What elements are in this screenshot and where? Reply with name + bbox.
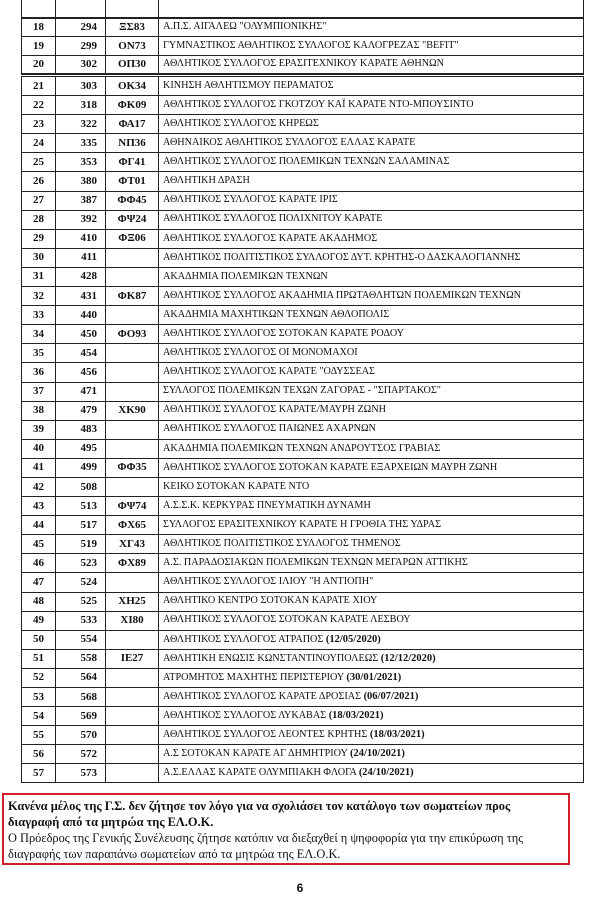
- row-number: 28: [22, 210, 56, 229]
- club-name-cell: [159, 96, 584, 115]
- row-number: 22: [22, 96, 56, 115]
- club-code: [106, 707, 159, 726]
- club-name-cell: [159, 573, 584, 592]
- table-row: [22, 611, 584, 630]
- club-name-cell: [159, 535, 584, 554]
- club-name-cell: [159, 707, 584, 726]
- registry-number: 471: [56, 382, 106, 401]
- table-row: [22, 287, 584, 306]
- club-code: ΙΕ27: [106, 649, 159, 668]
- club-code: [106, 248, 159, 267]
- club-name-cell: [159, 134, 584, 153]
- row-number: 47: [22, 573, 56, 592]
- club-name: ΑΘΗΝΑΙΚΟΣ ΑΘΛΗΤΙΚΟΣ ΣΥΛΛΟΓΟΣ ΕΛΛΑΣ ΚΑΡΑΤΕ: [163, 137, 416, 149]
- empty-cell: [56, 0, 106, 18]
- club-name-cell: [159, 516, 584, 535]
- club-name-cell: [159, 611, 584, 630]
- table-row: [22, 115, 584, 134]
- club-code: ΟΝ73: [106, 37, 159, 55]
- club-name: ΣΥΛΛΟΓΟΣ ΕΡΑΣΙΤΕΧΝΙΚΟΥ ΚΑΡΑΤΕ Η ΓΡΟΘΙΑ ΤΗΣ ΥΔΡΑΣ: [163, 518, 442, 530]
- club-code: [106, 726, 159, 745]
- club-name-cell: [159, 210, 584, 229]
- minutes-note-box: [2, 793, 570, 865]
- registry-number: 569: [56, 707, 106, 726]
- row-number: 45: [22, 535, 56, 554]
- club-name: ΑΘΛΗΤΙΚΟΣ ΣΥΛΛΟΓΟΣ ΚΑΡΑΤΕ ΔΡΟΣΙΑΣ: [163, 690, 364, 702]
- row-number: 56: [22, 745, 56, 764]
- club-code: ΦΑ17: [106, 115, 159, 134]
- table-row: [22, 37, 584, 55]
- table-row: [22, 477, 584, 496]
- registry-number: 479: [56, 401, 106, 420]
- row-number: 44: [22, 516, 56, 535]
- club-name-cell: [159, 688, 584, 707]
- club-name: ΚΙΝΗΣΗ ΑΘΛΗΤΙΣΜΟΥ ΠΕΡΑΜΑΤΟΣ: [163, 79, 334, 91]
- clubs-table-part-1: [21, 18, 584, 74]
- table-row: [22, 267, 584, 286]
- row-number: 52: [22, 668, 56, 687]
- page-number: 6: [296, 881, 304, 895]
- row-number: 57: [22, 764, 56, 783]
- club-code: ΦΨ24: [106, 210, 159, 229]
- club-code: [106, 363, 159, 382]
- club-name-cell: [159, 439, 584, 458]
- club-name: ΑΤΡΟΜΗΤΟΣ ΜΑΧΗΤΗΣ ΠΕΡΙΣΤΕΡΙΟΥ: [163, 671, 347, 683]
- registry-number: 483: [56, 420, 106, 439]
- club-name-cell: [159, 458, 584, 477]
- registry-number: 533: [56, 611, 106, 630]
- registry-number: 299: [56, 37, 106, 55]
- club-code: ΧΙ80: [106, 611, 159, 630]
- table-row: [22, 668, 584, 687]
- club-code: ΦΦ45: [106, 191, 159, 210]
- club-date: (12/05/2020): [325, 633, 381, 645]
- registry-number: 519: [56, 535, 106, 554]
- row-number: 39: [22, 420, 56, 439]
- table-row: [22, 516, 584, 535]
- club-code: ΦΞ06: [106, 229, 159, 248]
- registry-number: 568: [56, 688, 106, 707]
- club-code: [106, 688, 159, 707]
- club-name-cell: [159, 248, 584, 267]
- club-name: ΣΥΛΛΟΓΟΣ ΠΟΛΕΜΙΚΩΝ ΤΕΧΩΝ ΖΑΓΟΡΑΣ - "ΣΠΑΡΤΑΚΟΣ": [163, 385, 441, 397]
- registry-number: 570: [56, 726, 106, 745]
- registry-number: 440: [56, 306, 106, 325]
- club-name-cell: [159, 382, 584, 401]
- club-name-cell: [159, 630, 584, 649]
- club-code: [106, 573, 159, 592]
- club-name-cell: [159, 19, 584, 37]
- club-code: [106, 745, 159, 764]
- registry-number: 517: [56, 516, 106, 535]
- table-row: [22, 153, 584, 172]
- club-name-cell: [159, 420, 584, 439]
- row-number: 50: [22, 630, 56, 649]
- club-code: [106, 477, 159, 496]
- registry-number: 392: [56, 210, 106, 229]
- table-row: [22, 497, 584, 516]
- table-row: [22, 96, 584, 115]
- club-name-cell: [159, 668, 584, 687]
- club-name: ΓΥΜΝΑΣΤΙΚΟΣ ΑΘΛΗΤΙΚΟΣ ΣΥΛΛΟΓΟΣ ΚΑΛΟΓΡΕΖΑΣ "BEFIT": [163, 39, 459, 51]
- club-name: ΑΘΛΗΤΙΚΟ ΚΕΝΤΡΟ ΣΟΤΟΚΑΝ ΚΑΡΑΤΕ ΧΙΟΥ: [163, 595, 378, 607]
- club-name: ΑΘΛΗΤΙΚΟΣ ΣΥΛΛΟΓΟΣ ΑΚΑΔΗΜΙΑ ΠΡΩΤΑΘΛΗΤΩΝ ΠΟΛΕΜΙΚΩΝ ΤΕΧΝΩΝ: [163, 289, 522, 301]
- table-row: [22, 707, 584, 726]
- table-row: [22, 344, 584, 363]
- club-name-cell: [159, 153, 584, 172]
- club-date: (24/10/2021): [358, 767, 414, 779]
- row-number: 20: [22, 55, 56, 73]
- club-name-cell: [159, 592, 584, 611]
- registry-number: 508: [56, 477, 106, 496]
- table-row: [22, 688, 584, 707]
- club-name: ΑΘΛΗΤΙΚΗ ΕΝΩΣΙΣ ΚΩΝΣΤΑΝΤΙΝΟΥΠΟΛΕΩΣ: [163, 652, 381, 664]
- row-number: 49: [22, 611, 56, 630]
- registry-number: 558: [56, 649, 106, 668]
- row-number: 34: [22, 325, 56, 344]
- club-name: Α.Σ.ΕΛΛΑΣ ΚΑΡΑΤΕ ΟΛΥΜΠΙΑΚΗ ΦΛΟΓΑ: [163, 767, 359, 779]
- row-number: 55: [22, 726, 56, 745]
- registry-number: 410: [56, 229, 106, 248]
- club-code: ΝΠ36: [106, 134, 159, 153]
- club-name-cell: [159, 554, 584, 573]
- registry-number: 525: [56, 592, 106, 611]
- registry-number: 318: [56, 96, 106, 115]
- table-row: [22, 630, 584, 649]
- registry-number: 456: [56, 363, 106, 382]
- club-date: (06/07/2021): [363, 690, 419, 702]
- table-row-fragment: [22, 0, 584, 18]
- club-name-cell: [159, 306, 584, 325]
- club-code: ΦΚ87: [106, 287, 159, 306]
- row-number: 53: [22, 688, 56, 707]
- club-code: [106, 764, 159, 783]
- row-number: 23: [22, 115, 56, 134]
- row-number: 21: [22, 76, 56, 96]
- club-name: ΑΘΛΗΤΙΚΟΣ ΣΥΛΛΟΓΟΣ ΕΡΑΣΙΤΕΧΝΙΚΟΥ ΚΑΡΑΤΕ ΑΘΗΝΩΝ: [163, 58, 444, 70]
- registry-number: 322: [56, 115, 106, 134]
- row-number: 31: [22, 267, 56, 286]
- row-number: 33: [22, 306, 56, 325]
- club-code: ΧΓ43: [106, 535, 159, 554]
- club-code: ΦΟ93: [106, 325, 159, 344]
- row-number: 42: [22, 477, 56, 496]
- club-name: ΑΘΛΗΤΙΚΟΣ ΣΥΛΛΟΓΟΣ ΟΙ ΜΟΝΟΜΑΧΟΙ: [163, 347, 358, 359]
- club-code: ΧΗ25: [106, 592, 159, 611]
- club-date: (18/03/2021): [369, 728, 425, 740]
- club-code: [106, 630, 159, 649]
- table-row: [22, 764, 584, 783]
- registry-number: 573: [56, 764, 106, 783]
- club-code: [106, 668, 159, 687]
- registry-number: 335: [56, 134, 106, 153]
- club-name: ΚΕΙΚΟ ΣΟΤΟΚΑΝ ΚΑΡΑΤΕ ΝΤΟ: [163, 480, 310, 492]
- row-number: 37: [22, 382, 56, 401]
- row-number: 36: [22, 363, 56, 382]
- registry-number: 302: [56, 55, 106, 73]
- club-name-cell: [159, 229, 584, 248]
- club-date: (30/01/2021): [346, 671, 402, 683]
- table-row: [22, 76, 584, 96]
- registry-number: 513: [56, 497, 106, 516]
- table-row: [22, 55, 584, 73]
- club-name-cell: [159, 764, 584, 783]
- table-row: [22, 191, 584, 210]
- club-code: ΦΤ01: [106, 172, 159, 191]
- club-name-cell: [159, 497, 584, 516]
- empty-cell: [159, 0, 584, 18]
- registry-number: 450: [56, 325, 106, 344]
- club-code: ΦΓ41: [106, 153, 159, 172]
- registry-number: 353: [56, 153, 106, 172]
- club-code: [106, 306, 159, 325]
- club-date: (18/03/2021): [328, 709, 384, 721]
- club-code: ΧΚ90: [106, 401, 159, 420]
- club-code: ΞΣ83: [106, 19, 159, 37]
- registry-number: 499: [56, 458, 106, 477]
- club-name: ΑΘΛΗΤΙΚΗ ΔΡΑΣΗ: [163, 175, 250, 187]
- club-name: ΑΘΛΗΤΙΚΟΣ ΣΥΛΛΟΓΟΣ ΚΑΡΑΤΕ ΑΚΑΔΗΜΟΣ: [163, 232, 378, 244]
- club-code: [106, 420, 159, 439]
- club-code: [106, 439, 159, 458]
- club-name-cell: [159, 401, 584, 420]
- table-row: [22, 19, 584, 37]
- club-name: ΑΘΛΗΤΙΚΟΣ ΣΥΛΛΟΓΟΣ ΣΟΤΟΚΑΝ ΚΑΡΑΤΕ ΡΟΔΟΥ: [163, 328, 405, 340]
- club-name: ΑΘΛΗΤΙΚΟΣ ΣΥΛΛΟΓΟΣ ΚΑΡΑΤΕ "ΟΔΥΣΣΕΑΣ: [163, 366, 375, 378]
- row-number: 32: [22, 287, 56, 306]
- club-name: ΑΘΛΗΤΙΚΟΣ ΣΥΛΛΟΓΟΣ ΛΕΟΝΤΕΣ ΚΡΗΤΗΣ: [163, 728, 370, 740]
- club-name: Α.Π.Σ. ΑΙΓΑΛΕΩ "ΟΛΥΜΠΙΟΝΙΚΗΣ": [163, 21, 327, 33]
- row-number: 19: [22, 37, 56, 55]
- clubs-table-part-2: [21, 74, 584, 783]
- club-name: ΑΚΑΔΗΜΙΑ ΠΟΛΕΜΙΚΩΝ ΤΕΧΝΩΝ: [163, 270, 328, 282]
- registry-number: 524: [56, 573, 106, 592]
- table-row: [22, 401, 584, 420]
- club-name-cell: [159, 55, 584, 73]
- club-name-cell: [159, 287, 584, 306]
- club-name-cell: [159, 363, 584, 382]
- club-name-cell: [159, 745, 584, 764]
- registry-number: 495: [56, 439, 106, 458]
- club-code: ΦΧ89: [106, 554, 159, 573]
- club-name: ΑΘΛΗΤΙΚΟΣ ΣΥΛΛΟΓΟΣ ΠΟΛΕΜΙΚΩΝ ΤΕΧΝΩΝ ΣΑΛΑΜΙΝΑΣ: [163, 156, 450, 168]
- empty-cell: [106, 0, 159, 18]
- club-code: ΟΚ34: [106, 76, 159, 96]
- registry-number: 303: [56, 76, 106, 96]
- club-name: ΑΘΛΗΤΙΚΟΣ ΠΟΛΙΤΙΣΤΙΚΟΣ ΣΥΛΛΟΓΟΣ ΔΥΤ. ΚΡΗΤΗΣ-Ο ΔΑΣΚΑΛΟΓΙΑΝΝΗΣ: [163, 251, 521, 263]
- club-name-cell: [159, 76, 584, 96]
- table-row: [22, 439, 584, 458]
- table-row: [22, 229, 584, 248]
- registry-number: 428: [56, 267, 106, 286]
- club-name: ΑΘΛΗΤΙΚΟΣ ΣΥΛΛΟΓΟΣ ΛΥΚΑΒΑΣ: [163, 709, 329, 721]
- registry-number: 564: [56, 668, 106, 687]
- club-name: ΑΘΛΗΤΙΚΟΣ ΣΥΛΛΟΓΟΣ ΣΟΤΟΚΑΝ ΚΑΡΑΤΕ ΕΞΑΡΧΕΙΩΝ ΜΑΥΡΗ ΖΩΝΗ: [163, 461, 498, 473]
- table-row: [22, 573, 584, 592]
- table-row: [22, 172, 584, 191]
- club-name-cell: [159, 172, 584, 191]
- registry-number: 387: [56, 191, 106, 210]
- club-date: (24/10/2021): [350, 748, 405, 760]
- table-row: [22, 535, 584, 554]
- table-row: [22, 248, 584, 267]
- row-number: 25: [22, 153, 56, 172]
- row-number: 38: [22, 401, 56, 420]
- row-number: 35: [22, 344, 56, 363]
- club-name-cell: [159, 37, 584, 55]
- registry-number: 454: [56, 344, 106, 363]
- club-code: ΦΦ35: [106, 458, 159, 477]
- registry-number: 294: [56, 19, 106, 37]
- club-name-cell: [159, 115, 584, 134]
- club-code: ΦΧ65: [106, 516, 159, 535]
- table-row: [22, 592, 584, 611]
- club-code: [106, 382, 159, 401]
- club-date: (12/12/2020): [380, 652, 436, 664]
- row-number: 30: [22, 248, 56, 267]
- table-row: [22, 382, 584, 401]
- club-name: ΑΘΛΗΤΙΚΟΣ ΣΥΛΛΟΓΟΣ ΠΑΙΩΝΕΣ ΑΧΑΡΝΩΝ: [163, 423, 376, 435]
- row-number: 40: [22, 439, 56, 458]
- row-number: 48: [22, 592, 56, 611]
- row-number: 51: [22, 649, 56, 668]
- table-row: [22, 134, 584, 153]
- club-name-cell: [159, 191, 584, 210]
- club-name: Α.Σ.Σ.Κ. ΚΕΡΚΥΡΑΣ ΠΝΕΥΜΑΤΙΚΗ ΔΥΝΑΜΗ: [163, 499, 371, 511]
- row-number: 41: [22, 458, 56, 477]
- club-code: [106, 344, 159, 363]
- club-name-cell: [159, 325, 584, 344]
- row-number: 46: [22, 554, 56, 573]
- row-number: 54: [22, 707, 56, 726]
- club-code: ΦΚ09: [106, 96, 159, 115]
- row-number: 29: [22, 229, 56, 248]
- table-row: [22, 554, 584, 573]
- table-top-fragment: [21, 0, 584, 18]
- club-name-cell: [159, 726, 584, 745]
- table-row: [22, 745, 584, 764]
- club-name-cell: [159, 649, 584, 668]
- club-name-cell: [159, 267, 584, 286]
- table-row: [22, 325, 584, 344]
- table-row: [22, 726, 584, 745]
- club-name: ΑΘΛΗΤΙΚΟΣ ΣΥΛΛΟΓΟΣ ΚΑΡΑΤΕ ΙΡΙΣ: [163, 194, 338, 206]
- club-name: ΑΚΑΔΗΜΙΑ ΜΑΧΗΤΙΚΩΝ ΤΕΧΝΩΝ ΑΘΛΟΠΟΛΙΣ: [163, 308, 390, 320]
- club-name: ΑΚΑΔΗΜΙΑ ΠΟΛΕΜΙΚΩΝ ΤΕΧΝΩΝ ΑΝΔΡΟΥΤΣΟΣ ΓΡΑΒΙΑΣ: [163, 442, 441, 454]
- club-name: ΑΘΛΗΤΙΚΟΣ ΣΥΛΛΟΓΟΣ ΣΟΤΟΚΑΝ ΚΑΡΑΤΕ ΛΕΣΒΟΥ: [163, 614, 411, 626]
- club-code: [106, 267, 159, 286]
- registry-number: 523: [56, 554, 106, 573]
- club-code: ΟΠ30: [106, 55, 159, 73]
- table-row: [22, 363, 584, 382]
- table-row: [22, 306, 584, 325]
- row-number: 18: [22, 19, 56, 37]
- club-name: ΑΘΛΗΤΙΚΟΣ ΠΟΛΙΤΙΣΤΙΚΟΣ ΣΥΛΛΟΓΟΣ ΤΗΜΕΝΟΣ: [163, 538, 401, 550]
- table-row: [22, 210, 584, 229]
- table-row: [22, 649, 584, 668]
- note-paragraph: Ο Πρόεδρος της Γενικής Συνέλευσης ζήτησε κατόπιν να διεξαχθεί η ψηφοφορία για την επικύρωση της διαγραφής των παραπάνω σωματείων από τα μητρώα της ΕΛ.Ο.Κ.: [8, 831, 524, 861]
- club-name: ΑΘΛΗΤΙΚΟΣ ΣΥΛΛΟΓΟΣ ΚΑΡΑΤΕ/ΜΑΥΡΗ ΖΩΝΗ: [163, 404, 386, 416]
- row-number: 24: [22, 134, 56, 153]
- club-name: ΑΘΛΗΤΙΚΟΣ ΣΥΛΛΟΓΟΣ ΚΗΡΕΩΣ: [163, 117, 319, 129]
- registry-number: 380: [56, 172, 106, 191]
- registry-number: 572: [56, 745, 106, 764]
- registry-number: 554: [56, 630, 106, 649]
- club-name: ΑΘΛΗΤΙΚΟΣ ΣΥΛΛΟΓΟΣ ΙΛΙΟΥ "Η ΑΝΤΙΟΠΗ": [163, 576, 374, 588]
- row-number: 43: [22, 497, 56, 516]
- club-name: ΑΘΛΗΤΙΚΟΣ ΣΥΛΛΟΓΟΣ ΑΤΡΑΠΟΣ: [163, 633, 326, 645]
- club-name: Α.Σ. ΠΑΡΑΔΟΣΙΑΚΩΝ ΠΟΛΕΜΙΚΩΝ ΤΕΧΝΩΝ ΜΕΓΑΡΩΝ ΑΤΤΙΚΗΣ: [163, 557, 468, 569]
- table-row: [22, 458, 584, 477]
- registry-number: 411: [56, 248, 106, 267]
- club-name-cell: [159, 477, 584, 496]
- row-number: 26: [22, 172, 56, 191]
- club-code: ΦΨ74: [106, 497, 159, 516]
- club-name: Α.Σ ΣΟΤΟΚΑΝ ΚΑΡΑΤΕ ΑΓ ΔΗΜΗΤΡΙΟΥ: [163, 748, 351, 760]
- row-number: 27: [22, 191, 56, 210]
- table-row: [22, 420, 584, 439]
- club-name: ΑΘΛΗΤΙΚΟΣ ΣΥΛΛΟΓΟΣ ΓΚΟΤΖΟΥ ΚΑΪ ΚΑΡΑΤΕ ΝΤΟ-ΜΠΟΥΣΙΝΤΟ: [163, 98, 474, 110]
- empty-cell: [22, 0, 56, 18]
- registry-number: 431: [56, 287, 106, 306]
- note-bold-statement: Κανένα μέλος της Γ.Σ. δεν ζήτησε τον λόγο για να σχολιάσει τον κατάλογο των σωματείων προς διαγραφή από τα μητρώα της ΕΛ.Ο.Κ.: [8, 799, 511, 829]
- club-name: ΑΘΛΗΤΙΚΟΣ ΣΥΛΛΟΓΟΣ ΠΟΛΙΧΝΙΤΟΥ ΚΑΡΑΤΕ: [163, 213, 383, 225]
- club-name-cell: [159, 344, 584, 363]
